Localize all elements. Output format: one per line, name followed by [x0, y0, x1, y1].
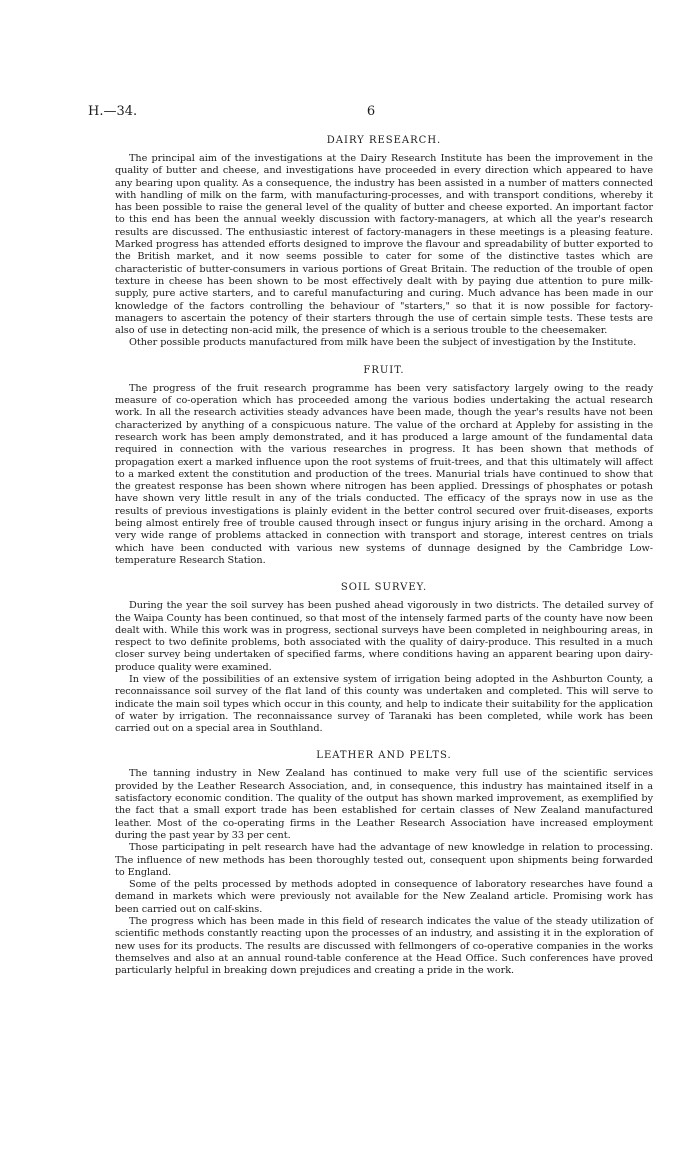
section-dairy-research	[115, 134, 653, 350]
paragraph: Other possible products manufactured from milk have been the subject of investigation by the Institute.	[129, 337, 637, 349]
section-heading: SOIL SURVEY.	[340, 582, 428, 594]
paragraph: The progress of the fruit research programme has been very satisfactory largely owing to the ready measure of co-operation which has proceeded among the various bodies undertaking the actual research work. In all the research activities steady advances have been made, though the year's results have not been characterized by anything of a conspicuous nature. The value of the orchard at Appleby for assisting in the research work has been amply demonstrated, and it has produced a large amount of the fundamental data required in connection with the various researches in progress. It has been shown that methods of propagation exert a marked influence upon the root systems of fruit-trees, and that this ultimately will affect to a marked extent the constitution and production of the trees. Manurial trials have continued to show that the greatest response has been shown where nitrogen has been applied. Dressings of phosphates or potash have shown very little result in any of the trials conducted. The efficacy of the sprays now in use as the results of previous investigations is plainly evident in the better control secured over fruit-diseases, exports being almost entirely free of trouble caused through insect or fungus injury arising in the orchard. Among a very wide range of problems attacked in connection with transport and storage, interest centres on trials which have been conducted with various new systems of dunnage designed by the Cambridge Low-temperature Research Station.	[115, 382, 653, 566]
paragraph: Some of the pelts processed by methods adopted in consequence of laboratory researches have found a demand in markets which were previously not available for the New Zealand article. Promising work has been carried out on calf-skins.	[115, 879, 653, 915]
section-heading: DAIRY RESEARCH.	[326, 135, 442, 146]
document-reference: H.—34.	[88, 104, 138, 119]
paragraph: During the year the soil survey has been pushed ahead vigorously in two districts. The detailed survey of the Waipa County has been continued, so that most of the intensely farmed parts of the county have now been dealt with. While this work was in progress, sectional surveys have been completed in neighbouring areas, in respect to two definite problems, both associated with the quality of dairy-produce. This resulted in a much closer survey being undertaken of specified farms, where conditions having an apparent bearing upon dairy-produce quality were examined.	[115, 600, 653, 673]
section-heading: LEATHER AND PELTS.	[316, 750, 452, 762]
page-number: 6	[366, 104, 376, 119]
section-leather-and-pelts	[115, 749, 653, 977]
section-soil-survey	[115, 581, 653, 735]
page-header	[88, 104, 654, 120]
paragraph: The tanning industry in New Zealand has continued to make very full use of the scientific services provided by the Leather Research Association, and, in consequence, this industry has maintained itself in a satisfactory economic condition. The quality of the output has shown marked improvement, as exemplified by the fact that a small export trade has been established for certain classes of New Zealand manufactured leather. Most of the co-operating firms in the Leather Research Association have increased employment during the past year by 33 per cent.	[115, 768, 653, 841]
paragraph: In view of the possibilities of an extensive system of irrigation being adopted in the Ashburton County, a reconnaissance soil survey of the flat land of this county was undertaken and completed. This will serve to indicate the main soil types which occur in this county, and help to indicate their suitability for the application of water by irrigation. The reconnaissance survey of Taranaki has been completed, while work has been carried out on a special area in Southland.	[115, 673, 653, 735]
document-body	[115, 134, 653, 978]
paragraph: Those participating in pelt research have had the advantage of new knowledge in relation to processing. The influence of new methods has been thoroughly tested out, consequent upon shipments being forwarded to England.	[115, 842, 653, 878]
paragraph: The progress which has been made in this field of research indicates the value of the steady utilization of scientific methods constantly reacting upon the processes of an industry, and assisting it in the exploration of new uses for its products. The results are discussed with fellmongers of co-operative companies in the works themselves and also at an annual round-table conference at the Head Office. Such conferences have proved particularly helpful in breaking down prejudices and creating a pride in the work.	[115, 916, 653, 977]
section-fruit	[115, 364, 653, 567]
paragraph: The principal aim of the investigations at the Dairy Research Institute has been the improvement in the quality of butter and cheese, and investigations have proceeded in every direction which appeared to have any bearing upon quality. As a consequence, the industry has been assisted in a number of matters connected with handling of milk on the farm, with manufacturing-processes, and with transport conditions, whereby it has been possible to raise the general level of the quality of butter and cheese exported. An important factor to this end has been the annual weekly discussion with factory-managers, at which all the year's research results are discussed. The enthusiastic interest of factory-managers in these meetings is a pleasing feature. Marked progress has attended efforts designed to improve the flavour and spreadability of butter exported to the British market, and it now seems possible to cater for some of the distinctive tastes which are characteristic of butter-consumers in various portions of Great Britain. The reduction of the trouble of open texture in cheese has been shown to be most effectively dealt with by paying due attention to pure milk-supply, pure active starters, and to careful manufacturing and curing. Much advance has been made in our knowledge of the factors controlling the behaviour of "starters," so that it is now possible for factory-managers to ascertain the potency of their starters through the use of certain simple tests. These tests are also of use in detecting non-acid milk, the presence of which is a serious trouble to the cheesemaker.	[115, 153, 653, 337]
section-heading: FRUIT.	[363, 364, 405, 376]
